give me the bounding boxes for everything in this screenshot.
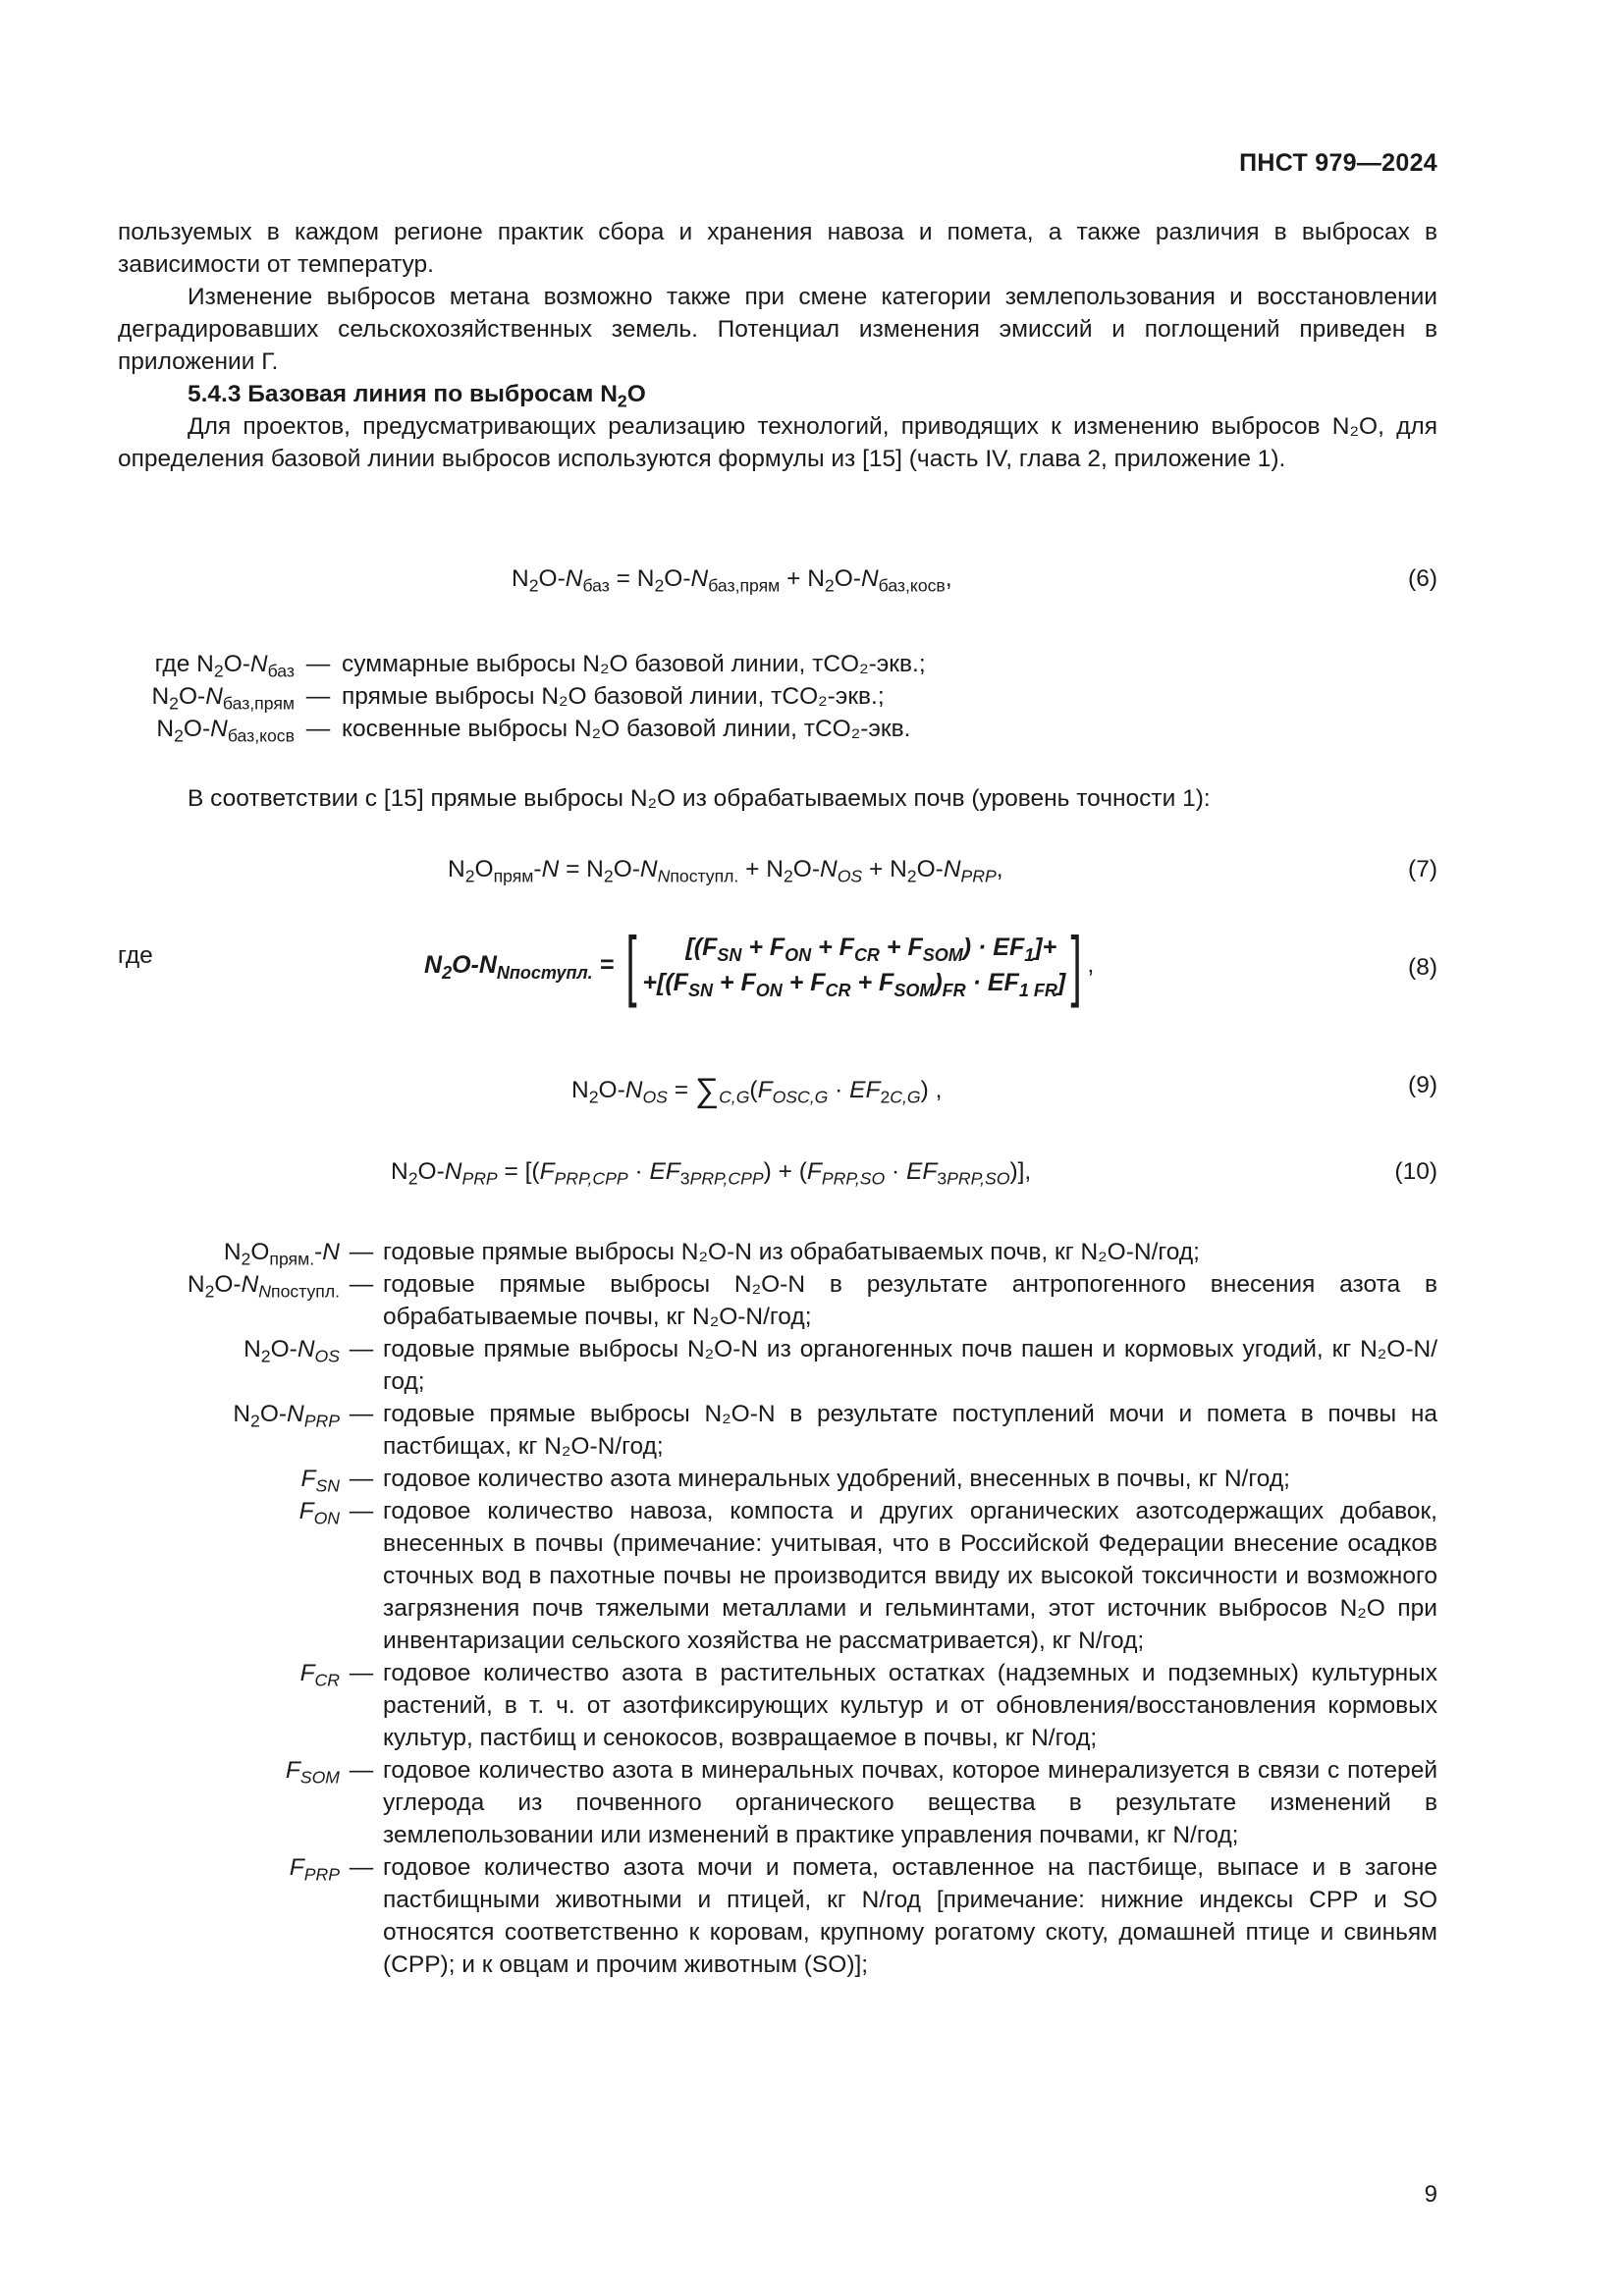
definition-item: $N_2O_{прям.}-N$ — годовые прямые выбросы N₂O-N из обрабатываемых почв, кг N₂O-N/год;: [223, 1239, 1200, 1269]
where-item: где $N_2O-N_{баз}$ — суммарные выбросы N₂O базовой линии, тCO₂-экв.;: [154, 651, 926, 681]
equation-number-9: (9): [1408, 1072, 1437, 1098]
definitions-list: [118, 1236, 1437, 1981]
where-list-6: [71, 648, 926, 745]
equation-number-7: (7): [1408, 856, 1437, 882]
definition-item: $F_{SN}$ — годовое количество азота минеральных удобрений, внесенных в почвы, кг N/год;: [300, 1466, 1290, 1496]
paragraph-3: Для проектов, предусматривающих реализацию технологий, приводящих к изменению выбросов N₂O, для определения базовой линии выбросов используются формулы из [15] (часть IV, глава 2, приложение 1).: [118, 413, 1437, 472]
formula-6: $N_2O-N_{баз} = N_2O-N_{баз,прям} + N_2O-N_{баз,косв}$,: [512, 565, 952, 596]
paragraph-2: Изменение выбросов метана возможно также при смене категории землепользования и восстановлении деградировавших сельскохозяйственных земель. Потенциал изменения эмиссий и поглощений приведен в приложении Г.: [118, 284, 1437, 375]
formula-9: $N_2O-N_{OS} = \sum_{C,G}(F_{OSC,G} \cdot EF_{2C,G})$ ,: [571, 1072, 943, 1109]
where-item: $N_2O-N_{баз,прям}$ — прямые выбросы N₂O базовой линии, тCO₂-экв.;: [151, 683, 885, 714]
definition-item: $F_{CR}$ — годовое количество азота в растительных остатках (надземных и подземных) культурных растений, в т. ч. от азотфиксирующих культур и от обновления/восстановления кормовых культур, пастбищ и сенокосов, возвращаемое в почвы, кг N/год;: [299, 1660, 1437, 1751]
definition-item: $F_{PRP}$ — годовое количество азота мочи и помета, оставленное на пастбище, выпасе и в загоне пастбищными животными и птицей, кг N/год [примечание: нижние индексы CPP и SO относятся соответственно к коровам, крупному рогатому скоту, домашней птице и свиньям (CPP); и к овцам и прочим животным (SO)];: [289, 1854, 1437, 1978]
definition-item: $N_2O-N_{PRP}$ — годовые прямые выбросы N₂O-N в результате поступлений мочи и помета в почвы на пастбищах, кг N₂O-N/год;: [233, 1401, 1437, 1460]
formula-7: $N_2O_{прям}-N = N_2O-N_{Nпоступл.} + N_2O-N_{OS} + N_2O-N_{PRP}$,: [448, 856, 1003, 886]
where-item: $N_2O-N_{баз,косв}$ — косвенные выбросы N₂O базовой линии, тCO₂-экв.: [156, 716, 911, 746]
formula-8: $N_2O-N_{Nпоступл.}$ = [ $[(F_{SN} + F_{ON} + F_{CR} + F_{SOM}) \cdot EF_1]+$ $+[(F_{SN} + F_{ON} + F_{CR} + F_{SOM})_{FR} \cdot EF_{1 FR}]$ ] ,: [424, 921, 1095, 1008]
equation-number-6: (6): [1408, 565, 1437, 592]
page-number: 9: [1424, 2181, 1437, 2208]
equation-number-10: (10): [1394, 1158, 1437, 1185]
body-text-top: [118, 216, 1437, 475]
definition-item: $F_{SOM}$ — годовое количество азота в минеральных почвах, которое минерализуется в связи с потерей углерода из почвенного органического вещества в результате изменений в землепользовании или изменений в практике управления почвами, кг N/год;: [285, 1757, 1437, 1848]
definition-item: $F_{ON}$ — годовое количество навоза, компоста и других органических азотсодержащих добавок, внесенных в почвы (примечание: учитывая, что в Российской Федерации внесение осадков сточных вод в пахотные почвы не производится ввиду их высокой токсичности и возможного загрязнения почв тяжелыми металлами и гельминтами, этот источник выбросов N₂O при инвентаризации сельского хозяйства не рассматривается), кг N/год;: [298, 1498, 1437, 1654]
formula-10: $N_2O-N_{PRP} = [(F_{PRP,CPP} \cdot EF_{3PRP,CPP}) + (F_{PRP,SO} \cdot EF_{3PRP,SO})]$,: [391, 1158, 1032, 1189]
section-heading: 5.4.3 Базовая линия по выбросам $N_2O$: [188, 381, 646, 411]
paragraph-4: В соответствии с [15] прямые выбросы N₂O из обрабатываемых почв (уровень точности 1):: [188, 785, 1211, 812]
equation-number-8: (8): [1408, 954, 1437, 981]
paragraph-4-wrap: [118, 782, 1437, 815]
definition-item: $N_2O-N_{Nпоступл.}$ — годовые прямые выбросы N₂O-N в результате антропогенного внесения азота в обрабатываемые почвы, кг N₂O-N/год;: [187, 1271, 1437, 1330]
definition-item: $N_2O-N_{OS}$ — годовые прямые выбросы N₂O-N из органогенных почв пашен и кормовых угодий, кг N₂O-N/год;: [244, 1336, 1437, 1395]
document-code: ПНСТ 979—2024: [1239, 149, 1437, 177]
paragraph-1: пользуемых в каждом регионе практик сбора и хранения навоза и помета, а также различия в выбросах в зависимости от температур.: [118, 219, 1437, 278]
where-label: где: [118, 942, 153, 969]
